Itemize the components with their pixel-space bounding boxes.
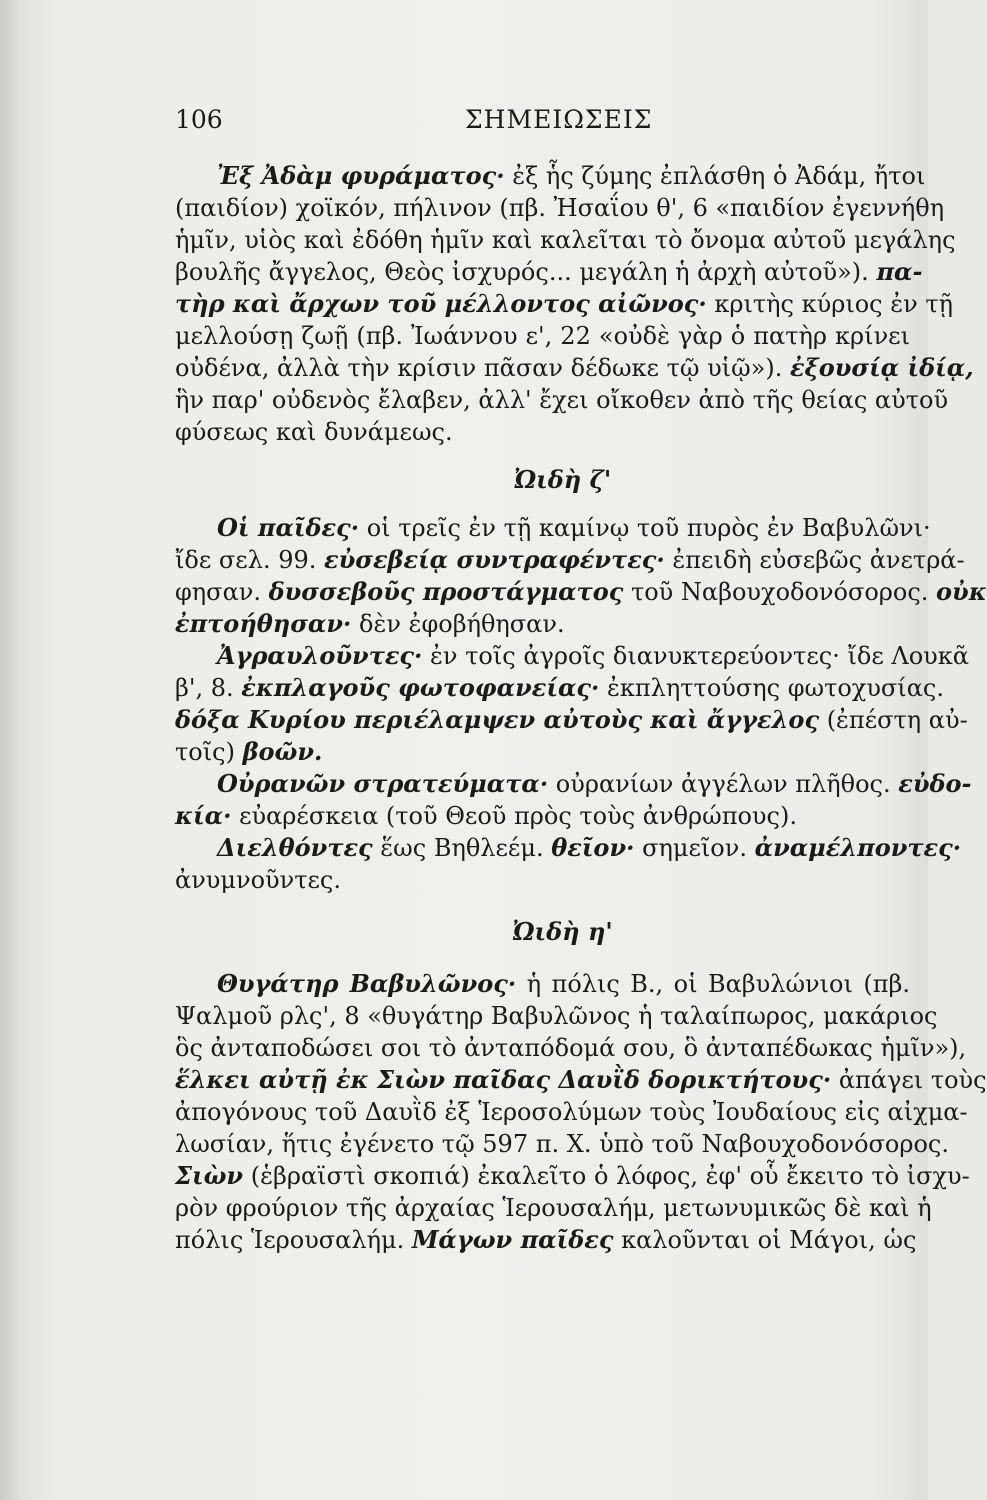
text-line <box>175 864 910 896</box>
lemma-text: θεῖον· <box>551 833 635 862</box>
gloss-text: ἐν τοῖς ἀγροῖς διανυκτερεύοντες· ἴδε Λουκᾶ <box>422 642 969 670</box>
gloss-text: τοῖς) <box>175 738 243 766</box>
text-line <box>175 800 910 832</box>
running-header <box>175 105 913 145</box>
text-line <box>175 1224 917 1256</box>
gloss-text: φησαν. <box>175 578 269 606</box>
gloss-text: σημεῖον. <box>634 834 755 862</box>
text-line <box>175 192 945 224</box>
gloss-text: ἡ πόλις Β., οἱ Βαβυλώνιοι (πβ. <box>516 970 911 998</box>
gloss-text: β', 8. <box>175 674 242 702</box>
gloss-text: φύσεως καὶ δυνάμεως. <box>175 418 453 446</box>
gloss-text: ἐκπληττούσης φωτοχυσίας. <box>599 674 944 702</box>
gloss-text: ρὸν φρούριον τῆς ἀρχαίας Ἱερουσαλήμ, μετωνυμικῶς δὲ καὶ ἡ <box>175 1194 932 1222</box>
text-line <box>175 1160 970 1192</box>
gloss-text: ἐπειδὴ εὐσεβῶς ἀνετρά- <box>664 546 965 574</box>
text-line <box>175 224 956 256</box>
text-line <box>175 768 972 800</box>
lemma-text: δόξα Κυρίου περιέλαμψεν αὐτοὺς καὶ ἄγγελος <box>175 705 820 734</box>
section-heading <box>175 896 910 968</box>
gloss-text: ἀνυμνοῦντες. <box>175 866 341 894</box>
text-line <box>175 384 949 416</box>
text-line <box>175 1128 949 1160</box>
gloss-text: λωσίαν, ἥτις ἐγένετο τῷ 597 π. Χ. ὑπὸ τοῦ Ναβουχοδονόσορος. <box>175 1130 949 1158</box>
gloss-text: μελλούσῃ ζωῇ (πβ. Ἰωάννου ε', 22 «οὐδὲ γὰρ ὁ πατὴρ κρίνει <box>175 322 910 350</box>
text-line <box>175 352 974 384</box>
lemma-text: ἐξουσίᾳ ἰδίᾳ, <box>789 353 974 382</box>
gloss-text: οὐδένα, ἀλλὰ τὴν κρίσιν πᾶσαν δέδωκε τῷ υἱῷ»). <box>175 354 790 382</box>
text-line <box>175 576 987 608</box>
text-line <box>175 832 962 864</box>
gloss-text: ἀπάγει τοὺς <box>831 1066 987 1094</box>
text-line <box>175 1000 938 1032</box>
gloss-text: (παιδίον) χοϊκόν, πήλινον (πβ. Ἠσαΐου θ', 6 «παιδίον ἐγεννήθη <box>175 194 945 222</box>
text-line <box>175 512 931 544</box>
text-line <box>175 1096 968 1128</box>
lemma-text: ἐπτοήθησαν· <box>175 609 352 638</box>
gloss-text: οὐρανίων ἀγγέλων πλῆθος. <box>548 770 899 798</box>
text-line <box>175 320 910 352</box>
text-line <box>175 1064 987 1096</box>
gloss-text: βουλῆς ἄγγελος, Θεὸς ἰσχυρός... μεγάλη ἡ ἀρχὴ αὐτοῦ»). <box>175 258 877 286</box>
gloss-text: πόλις Ἱερουσαλήμ. <box>175 1226 412 1254</box>
gloss-text: εὐαρέσκεια (τοῦ Θεοῦ πρὸς τοὺς ἀνθρώπους). <box>231 802 797 830</box>
lemma-text: Οὐρανῶν στρατεύματα· <box>217 769 549 798</box>
text-line <box>175 608 910 640</box>
text-line <box>175 256 923 288</box>
gloss-text: κριτὴς κύριος ἐν τῇ <box>706 290 954 318</box>
text-line <box>175 1032 967 1064</box>
gloss-text: ἐξ ἧς ζύμης ἐπλάσθη ὁ Ἀδάμ, ἤτοι <box>504 162 926 190</box>
lemma-text: Ἀγραυλοῦντες· <box>217 641 423 670</box>
lemma-text: ἐκπλαγοῦς φωτοφανείας· <box>241 673 600 702</box>
lemma-text: Σιὼν <box>175 1161 244 1190</box>
lemma-text: Μάγων παῖδες <box>411 1225 614 1254</box>
text-line <box>175 416 910 448</box>
gloss-text: οἱ τρεῖς ἐν τῇ καμίνῳ τοῦ πυρὸς ἐν Βαβυλῶνι· <box>359 514 931 542</box>
text-line <box>175 288 954 320</box>
binding-gutter <box>0 0 22 1500</box>
lemma-text: Θυγάτηρ Βαβυλῶνος· <box>217 969 517 998</box>
lemma-text: Οἱ παῖδες· <box>217 513 360 542</box>
gloss-text: ἣν παρ' οὐδενὸς ἔλαβεν, ἀλλ' ἔχει οἴκοθεν ἀπὸ τῆς θείας αὐτοῦ <box>175 386 949 414</box>
text-line <box>175 1192 932 1224</box>
gloss-text: Ψαλμοῦ ρλς', 8 «θυγάτηρ Βαβυλῶνος ἡ ταλαίπωρος, μακάριος <box>175 1002 938 1030</box>
lemma-text: βοῶν. <box>242 737 323 766</box>
text-line <box>175 544 965 576</box>
gloss-text: ἡμῖν, υἱὸς καὶ ἐδόθη ἡμῖν καὶ καλεῖται τὸ ὄνομα αὐτοῦ μεγάλης <box>175 226 956 254</box>
lemma-text: ἕλκει αὐτῇ ἐκ Σιὼν παῖδας Δαυῒδ δορικτήτους· <box>175 1065 832 1094</box>
lemma-text: Ἐξ Ἀδὰμ φυράματος· <box>217 161 505 190</box>
lemma-text: εὐσεβείᾳ συντραφέντες· <box>324 545 665 574</box>
gloss-text: δὲν ἐφοβήθησαν. <box>351 610 565 638</box>
page-number: 106 <box>175 105 223 134</box>
text-line <box>175 160 926 192</box>
lemma-text: πα- <box>876 257 923 286</box>
text-line <box>175 672 944 704</box>
lemma-text: εὐδο- <box>898 769 972 798</box>
gloss-text: Ὠιδὴ ζ' <box>513 465 612 494</box>
lemma-text: Διελθόντες <box>217 833 373 862</box>
text-line <box>175 736 910 768</box>
gloss-text: τοῦ Ναβουχοδονόσορος. <box>623 578 937 606</box>
text-line <box>175 704 968 736</box>
gloss-text: ὃς ἀνταποδώσει σοι τὸ ἀνταπόδομά σου, ὃ ἀνταπέδωκας ἡμῖν»), <box>175 1034 967 1062</box>
notes-body <box>175 160 987 1256</box>
gloss-text: ἀπογόνους τοῦ Δαυῒδ ἐξ Ἱεροσολύμων τοὺς Ἰουδαίους εἰς αἰχμα- <box>175 1098 968 1126</box>
running-title: ΣΗΜΕΙΩΣΕΙΣ <box>465 105 653 134</box>
lemma-text: κία· <box>175 801 232 830</box>
lemma-text: οὐκ <box>936 577 987 606</box>
gloss-text: καλοῦνται οἱ Μάγοι, ὡς <box>613 1226 917 1254</box>
text-line <box>175 968 910 1000</box>
text-line <box>175 640 969 672</box>
gloss-text: ἴδε σελ. 99. <box>175 546 325 574</box>
gloss-text: Ὠιδὴ η' <box>512 917 613 946</box>
lemma-text: τὴρ καὶ ἄρχων τοῦ μέλλοντος αἰῶνος· <box>175 289 707 318</box>
lemma-text: δυσσεβοῦς προστάγματος <box>268 577 624 606</box>
gloss-text: (ἑβραϊστὶ σκοπιά) ἐκαλεῖτο ὁ λόφος, ἐφ' οὗ ἔκειτο τὸ ἰσχυ- <box>243 1162 970 1190</box>
section-heading <box>175 448 910 512</box>
lemma-text: ἀναμέλποντες· <box>754 833 962 862</box>
gloss-text: ἕως Βηθλεέμ. <box>372 834 552 862</box>
gloss-text: (ἐπέστη αὐ- <box>819 706 968 734</box>
